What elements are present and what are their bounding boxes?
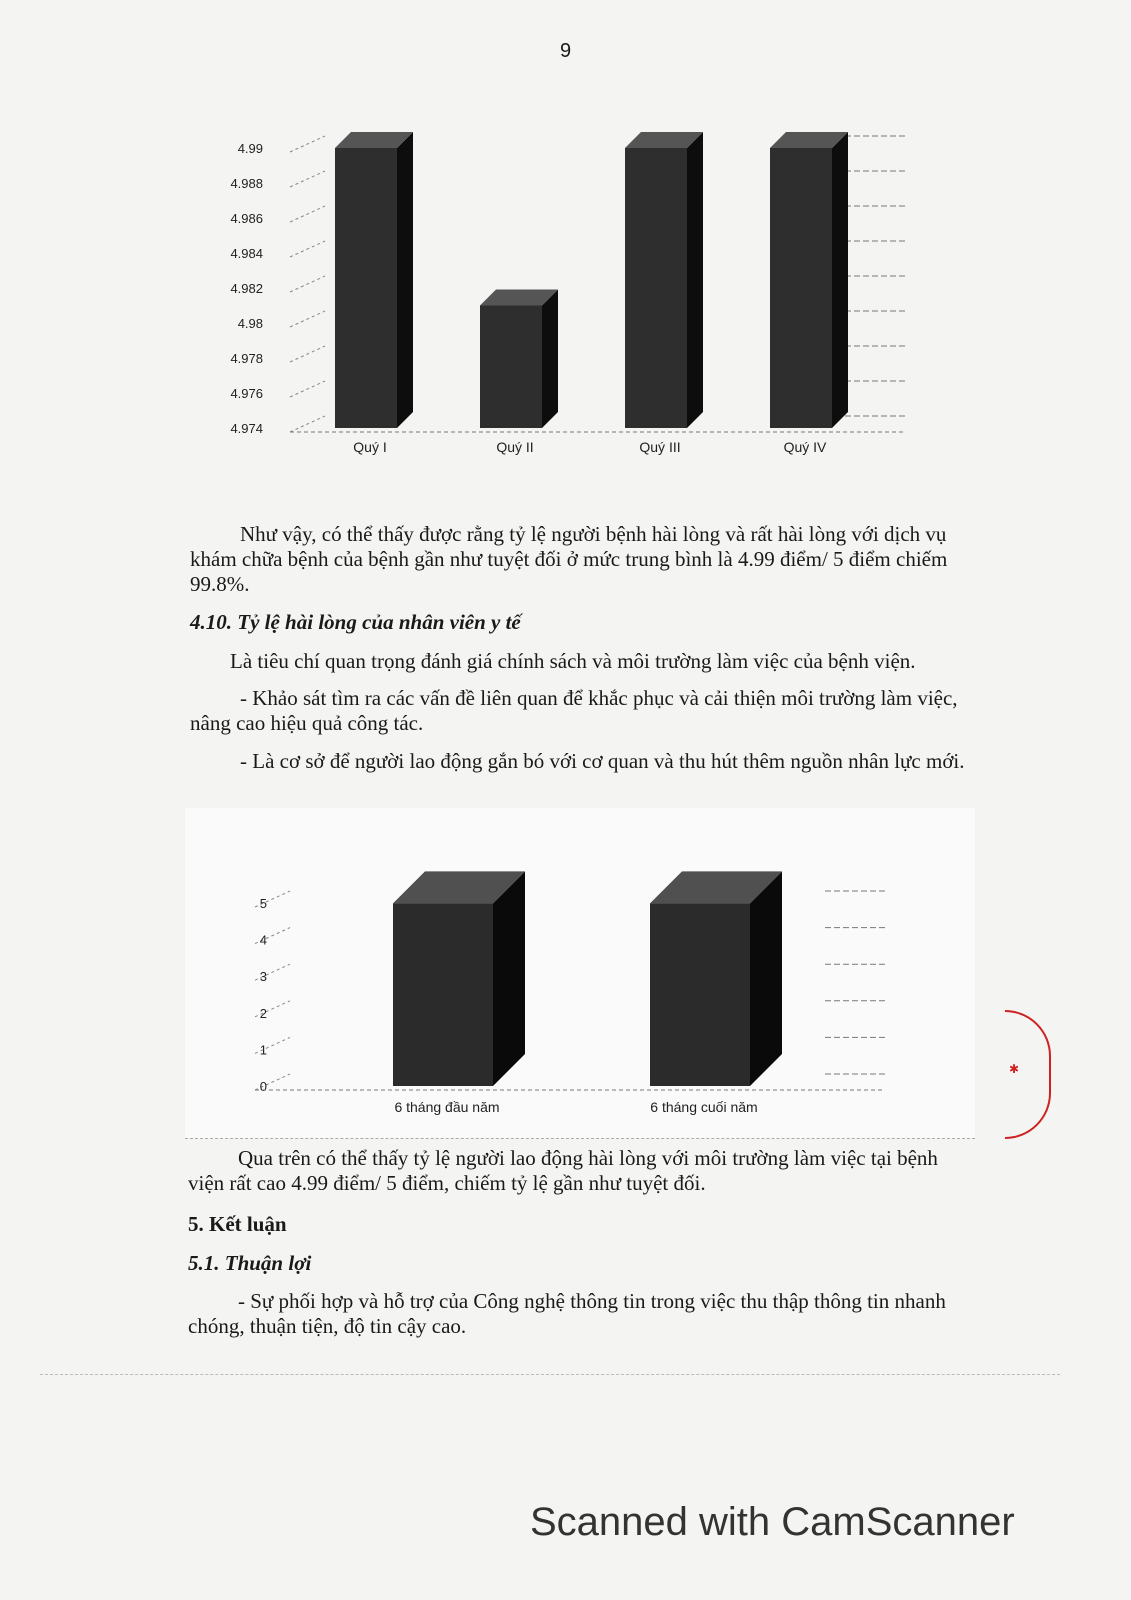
gridline-diagonal — [290, 416, 325, 432]
y-tick-label: 4.99 — [237, 141, 263, 156]
bar — [335, 148, 397, 428]
y-tick-label: 4.978 — [230, 351, 263, 366]
stamp-mark: ✱ — [1009, 1062, 1020, 1076]
gridline-diagonal — [290, 346, 325, 362]
paragraph-it-support: - Sự phối hợp và hỗ trợ của Công nghệ thông tin trong việc thu thập thông tin nhanh chóng, thuận tiện, độ tin cậy cao. — [188, 1289, 946, 1338]
bar — [393, 903, 493, 1086]
gridline-diagonal — [290, 136, 325, 152]
y-tick-label: 4.982 — [230, 281, 263, 296]
y-tick-label: 4.986 — [230, 211, 263, 226]
paragraph-conclusion-staff: Qua trên có thể thấy tỷ lệ người lao động hài lòng với môi trường làm việc tại bệnh viện rất cao 4.99 điểm/ 5 điểm, chiếm tỷ lệ gần như tuyệt đối. — [188, 1146, 938, 1195]
page-number: 9 — [559, 40, 572, 62]
x-category-label: Quý II — [496, 439, 534, 455]
chart-2-svg — [185, 808, 975, 1138]
x-category-label: Quý IV — [783, 439, 827, 455]
paragraph-criteria: Là tiêu chí quan trọng đánh giá chính sách và môi trường làm việc của bệnh viện. — [230, 649, 916, 673]
y-tick-label: 4.984 — [230, 246, 263, 261]
bar-side-face — [493, 871, 525, 1086]
x-category-label: 6 tháng cuối năm — [650, 1099, 758, 1115]
x-category-label: Quý I — [353, 439, 387, 455]
bar-side-face — [750, 871, 782, 1086]
y-tick-label: 2 — [259, 1005, 267, 1021]
gridline-diagonal — [290, 241, 325, 257]
bar-side-face — [542, 290, 558, 429]
staff-satisfaction-chart — [185, 808, 975, 1139]
bar-side-face — [687, 132, 703, 428]
x-category-label: 6 tháng đầu năm — [394, 1099, 500, 1115]
gridline-diagonal — [290, 171, 325, 187]
gridline-diagonal — [290, 276, 325, 292]
paragraph-conclusion-patients: Như vậy, có thể thấy được rằng tỷ lệ người bệnh hài lòng và rất hài lòng với dịch vụ khám chữa bệnh của bệnh gần như tuyệt đối ở mức trung bình là 4.99 điểm/ 5 điểm chiếm 99.8%. — [190, 522, 948, 596]
section-heading-5: 5. Kết luận — [188, 1212, 287, 1236]
y-tick-label: 1 — [259, 1042, 267, 1058]
section-heading-5-1: 5.1. Thuận lợi — [188, 1251, 312, 1275]
chart-1-svg — [185, 100, 1065, 480]
y-tick-label: 4.98 — [237, 316, 263, 331]
bar-side-face — [397, 132, 413, 428]
bar — [770, 148, 832, 428]
y-tick-label: 4 — [259, 932, 267, 948]
bar — [650, 903, 750, 1086]
y-tick-label: 5 — [259, 896, 267, 911]
y-tick-label: 4.988 — [230, 176, 263, 191]
bar — [480, 306, 542, 429]
gridline-diagonal — [290, 381, 325, 397]
x-category-label: Quý III — [639, 439, 681, 455]
y-tick-label: 4.976 — [230, 386, 263, 401]
page-bottom-line — [40, 1374, 1060, 1375]
section-heading-4-10: 4.10. Tỷ lệ hài lòng của nhân viên y tế — [190, 610, 521, 634]
y-tick-label: 0 — [259, 1079, 267, 1094]
bar-side-face — [832, 132, 848, 428]
paragraph-survey: - Khảo sát tìm ra các vấn đề liên quan để khắc phục và cải thiện môi trường làm việc, nâng cao hiệu quả công tác. — [190, 686, 958, 735]
bar — [625, 148, 687, 428]
quarterly-satisfaction-chart — [185, 100, 1065, 480]
gridline-diagonal — [290, 206, 325, 222]
y-tick-label: 4.974 — [230, 421, 263, 436]
paragraph-retention: - Là cơ sở để người lao động gắn bó với cơ quan và thu hút thêm nguồn nhân lực mới. — [240, 749, 965, 773]
gridline-diagonal — [290, 311, 325, 327]
red-stamp — [1005, 1010, 1051, 1139]
y-tick-label: 3 — [259, 969, 267, 985]
camscanner-watermark: Scanned with CamScanner — [530, 1500, 1015, 1544]
